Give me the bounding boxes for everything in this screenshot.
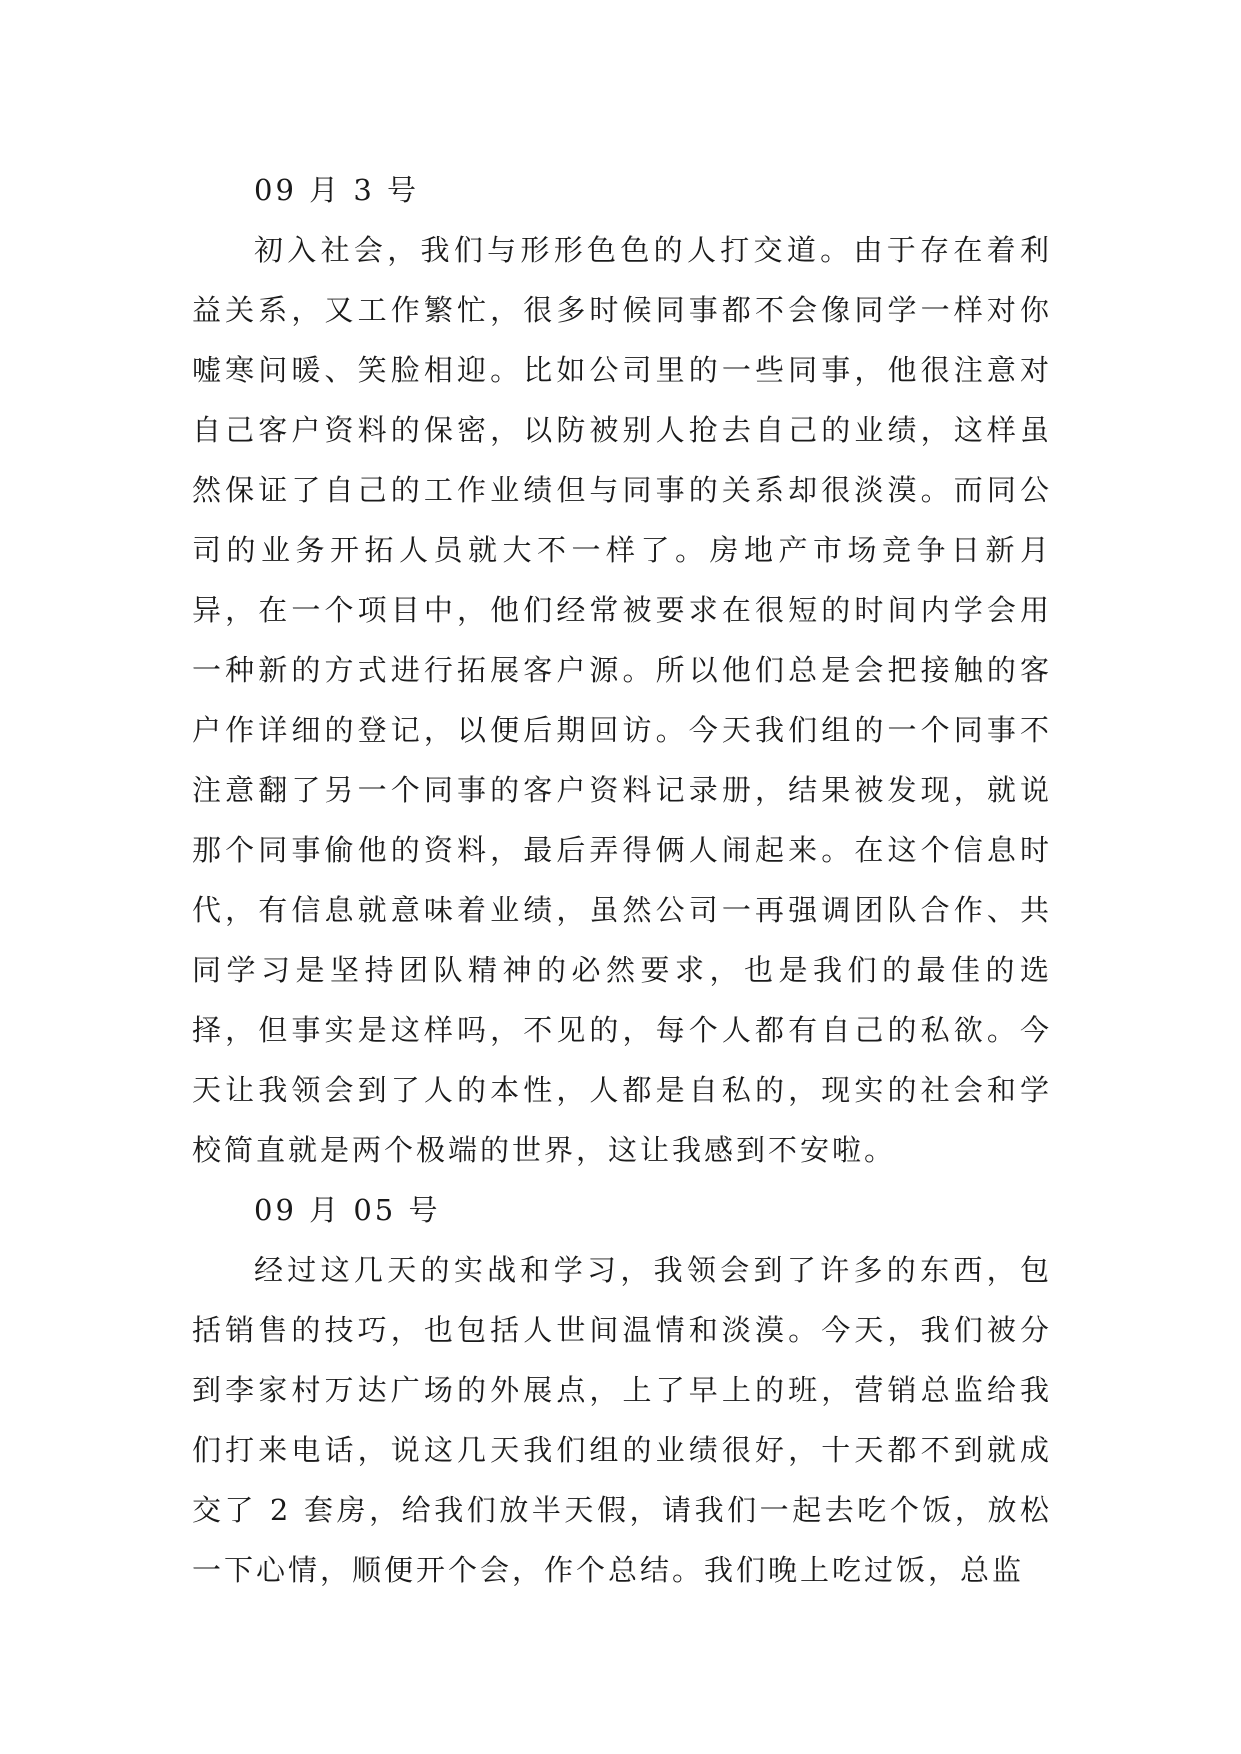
entry-date: 09 月 05 号 (254, 1193, 441, 1227)
entry-date: 09 月 3 号 (254, 173, 420, 207)
document-body (192, 160, 1052, 1600)
entry-paragraph: 初入社会，我们与形形色色的人打交道。由于存在着利益关系，又工作繁忙，很多时候同事都不会像同学一样对你嘘寒问暖、笑脸相迎。比如公司里的一些同事，他很注意对自己客户资料的保密，以防被别人抢去自己的业绩，这样虽然保证了自己的工作业绩但与同事的关系却很淡漠。而同公司的业务开拓人员就大不一样了。房地产市场竞争日新月异，在一个项目中，他们经常被要求在很短的时间内学会用一种新的方式进行拓展客户源。所以他们总是会把接触的客户作详细的登记，以便后期回访。今天我们组的一个同事不注意翻了另一个同事的客户资料记录册，结果被发现，就说那个同事偷他的资料，最后弄得俩人闹起来。在这个信息时代，有信息就意味着业绩，虽然公司一再强调团队合作、共同学习是坚持团队精神的必然要求，也是我们的最佳的选择，但事实是这样吗，不见的，每个人都有自己的私欲。今天让我领会到了人的本性，人都是自私的，现实的社会和学校简直就是两个极端的世界，这让我感到不安啦。 (192, 233, 1052, 1167)
entry-paragraph: 经过这几天的实战和学习，我领会到了许多的东西，包括销售的技巧，也包括人世间温情和淡漠。今天，我们被分到李家村万达广场的外展点，上了早上的班，营销总监给我们打来电话，说这几天我们组的业绩很好，十天都不到就成交了 2 套房，给我们放半天假，请我们一起去吃个饭，放松一下心情，顺便开个会，作个总结。我们晚上吃过饭，总监 (192, 1253, 1052, 1587)
